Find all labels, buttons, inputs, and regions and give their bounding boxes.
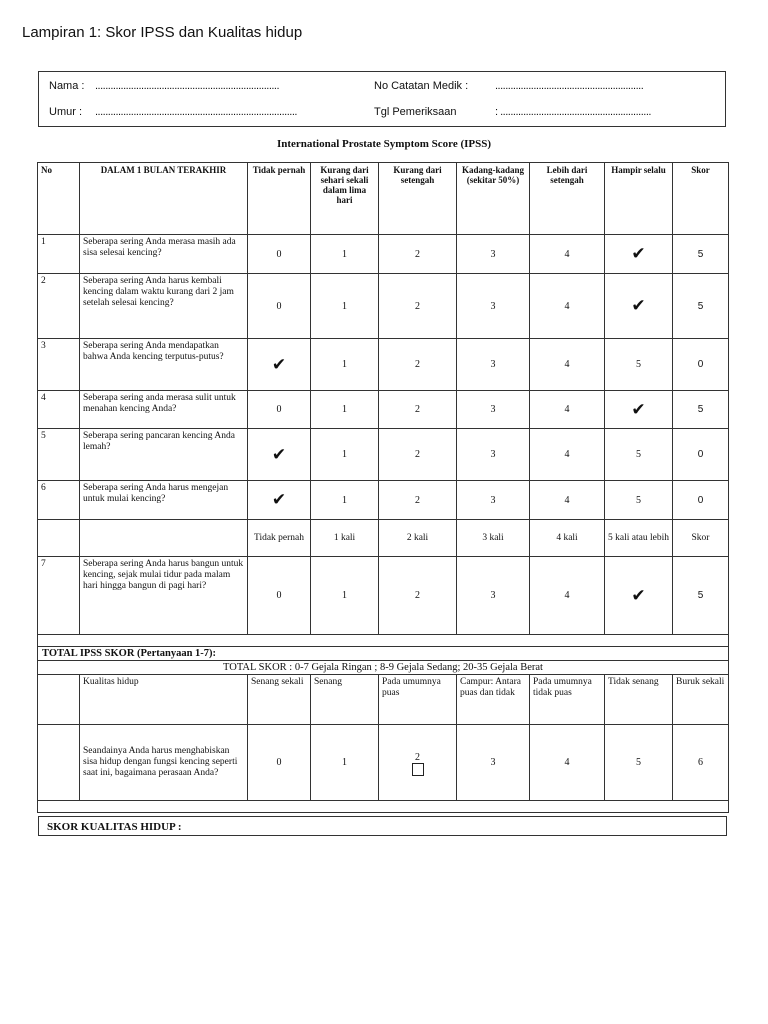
sub-header-empty — [80, 520, 248, 557]
tgl-label: Tgl Pemeriksaan — [374, 106, 457, 118]
patient-info-box — [38, 71, 726, 127]
nama-field[interactable]: ........................................................................ — [95, 80, 280, 92]
check-mark-icon: ✔ — [631, 296, 646, 315]
question-no: 7 — [38, 557, 80, 635]
col-4-header: Lebih dari setengah — [530, 163, 605, 235]
score-cell: 0 — [673, 339, 729, 391]
answer-option[interactable]: 3 — [457, 274, 530, 339]
score-cell: 5 — [673, 391, 729, 429]
question-no: 1 — [38, 235, 80, 274]
nama-label: Nama : — [49, 80, 85, 92]
col-skor-header: Skor — [673, 163, 729, 235]
sub-header-empty — [38, 520, 80, 557]
answer-option[interactable]: 1 — [311, 235, 379, 274]
page-heading: Lampiran 1: Skor IPSS dan Kualitas hidup — [22, 24, 303, 41]
rm-field[interactable]: .......................................................... — [495, 80, 644, 92]
answer-option[interactable]: 5 — [605, 481, 673, 520]
answer-option[interactable] — [248, 429, 311, 481]
check-mark-icon: ✔ — [271, 444, 287, 464]
tgl-field[interactable]: : ........................................................... — [495, 106, 651, 118]
answer-option[interactable]: 1 — [311, 391, 379, 429]
answer-option[interactable]: 5 — [605, 339, 673, 391]
col-0-header: Tidak pernah — [248, 163, 311, 235]
check-mark-icon: ✔ — [631, 399, 646, 419]
spacer-row — [38, 635, 729, 647]
col-2-header: Kurang dari setengah — [379, 163, 457, 235]
qol-question-row — [38, 725, 729, 801]
answer-option[interactable]: 2 — [379, 481, 457, 520]
question-no: 5 — [38, 429, 80, 481]
qol-spacer-row — [38, 801, 729, 813]
sub-col-skor-header: Skor — [673, 520, 729, 557]
question-row-2 — [38, 274, 729, 339]
question-no: 2 — [38, 274, 80, 339]
sub-col-0-header: Tidak pernah — [248, 520, 311, 557]
header-row — [38, 163, 729, 235]
col-no-header: No — [38, 163, 80, 235]
question-text: Seberapa sering Anda harus bangun untuk kencing, sejak mulai tidur pada malam hari hingga bangun di pagi hari? — [80, 557, 248, 635]
answer-option[interactable]: 4 — [530, 339, 605, 391]
answer-option[interactable]: 2 — [379, 235, 457, 274]
answer-option[interactable]: 2 — [379, 557, 457, 635]
qol-empty — [38, 675, 80, 725]
answer-option[interactable]: 2 — [379, 429, 457, 481]
empty-checkbox[interactable] — [412, 763, 424, 776]
score-cell: 5 — [673, 235, 729, 274]
score-cell: 5 — [673, 557, 729, 635]
answer-option[interactable]: 4 — [530, 481, 605, 520]
sub-header-row — [38, 520, 729, 557]
question-text: Seberapa sering pancaran kencing Anda lemah? — [80, 429, 248, 481]
answer-option[interactable]: 1 — [311, 481, 379, 520]
question-row-6 — [38, 481, 729, 520]
umur-label: Umur : — [49, 106, 82, 118]
answer-option[interactable]: 2 — [379, 391, 457, 429]
qol-option[interactable]: 4 — [530, 725, 605, 801]
answer-option[interactable]: 3 — [457, 391, 530, 429]
answer-option[interactable]: 1 — [311, 339, 379, 391]
qol-option-value: 2 — [415, 752, 420, 763]
question-row-1 — [38, 235, 729, 274]
answer-option[interactable]: 3 — [457, 481, 530, 520]
qol-col-5-header: Tidak senang — [605, 675, 673, 725]
col-1-header: Kurang dari sehari sekali dalam lima hari — [311, 163, 379, 235]
answer-option[interactable]: 3 — [457, 429, 530, 481]
umur-field[interactable]: ............................................................................... — [95, 106, 297, 118]
answer-option[interactable] — [248, 481, 311, 520]
qol-option[interactable]: 3 — [457, 725, 530, 801]
answer-option[interactable]: 3 — [457, 235, 530, 274]
check-mark-icon: ✔ — [631, 585, 646, 605]
rm-label: No Catatan Medik : — [374, 80, 469, 92]
answer-option[interactable]: 0 — [248, 557, 311, 635]
total-legend: TOTAL SKOR : 0-7 Gejala Ringan ; 8-9 Gejala Sedang; 20-35 Gejala Berat — [38, 661, 729, 675]
qol-label: Kualitas hidup — [80, 675, 248, 725]
answer-option[interactable]: 0 — [248, 274, 311, 339]
question-text: Seberapa sering anda merasa sulit untuk menahan kencing Anda? — [80, 391, 248, 429]
score-cell: 0 — [673, 429, 729, 481]
answer-option[interactable]: 5 — [605, 429, 673, 481]
sub-col-4-header: 4 kali — [530, 520, 605, 557]
col-3-header: Kadang-kadang (sekitar 50%) — [457, 163, 530, 235]
answer-option[interactable]: 0 — [248, 391, 311, 429]
answer-option[interactable]: 4 — [530, 429, 605, 481]
qol-header-row — [38, 675, 729, 725]
qol-question-text: Seandainya Anda harus menghabiskan sisa hidup dengan fungsi kencing seperti saat ini, bagaimana perasaan Anda? — [80, 725, 248, 801]
qol-total-box — [38, 816, 727, 836]
question-text: Seberapa sering Anda harus mengejan untuk mulai kencing? — [80, 481, 248, 520]
answer-option[interactable] — [605, 274, 673, 339]
answer-option[interactable]: 2 — [379, 274, 457, 339]
check-mark-icon: ✔ — [631, 244, 646, 263]
question-no: 6 — [38, 481, 80, 520]
qol-empty — [38, 725, 80, 801]
answer-option[interactable]: 4 — [530, 235, 605, 274]
question-row-3 — [38, 339, 729, 391]
score-cell: 5 — [673, 274, 729, 339]
answer-option[interactable]: 0 — [248, 235, 311, 274]
qol-option[interactable]: 5 — [605, 725, 673, 801]
qol-col-1-header: Senang — [311, 675, 379, 725]
qol-col-4-header: Pada umumnya tidak puas — [530, 675, 605, 725]
answer-option[interactable]: 4 — [530, 274, 605, 339]
qol-col-6-header: Buruk sekali — [673, 675, 729, 725]
question-no: 4 — [38, 391, 80, 429]
answer-option[interactable]: 1 — [311, 557, 379, 635]
answer-option[interactable] — [605, 235, 673, 274]
answer-option[interactable]: 1 — [311, 429, 379, 481]
ipss-table — [37, 162, 729, 813]
qol-option-with-box[interactable] — [379, 725, 457, 801]
question-text: Seberapa sering Anda mendapatkan bahwa Anda kencing terputus-putus? — [80, 339, 248, 391]
check-mark-icon: ✔ — [271, 354, 287, 374]
sub-col-2-header: 2 kali — [379, 520, 457, 557]
answer-option[interactable] — [605, 391, 673, 429]
col-question-header: DALAM 1 BULAN TERAKHIR — [80, 163, 248, 235]
qol-option[interactable]: 1 — [311, 725, 379, 801]
question-text: Seberapa sering Anda harus kembali kencing dalam waktu kurang dari 2 jam setelah selesai kencing? — [80, 274, 248, 339]
question-row-5 — [38, 429, 729, 481]
check-mark-icon: ✔ — [271, 490, 287, 509]
answer-option[interactable]: 4 — [530, 391, 605, 429]
qol-option[interactable]: 0 — [248, 725, 311, 801]
total-ipss-label: TOTAL IPSS SKOR (Pertanyaan 1-7): — [38, 647, 729, 661]
form-title: International Prostate Symptom Score (IPSS) — [276, 138, 492, 150]
legend-row — [38, 661, 729, 675]
qol-option[interactable]: 6 — [673, 725, 729, 801]
answer-option[interactable]: 1 — [311, 274, 379, 339]
score-cell: 0 — [673, 481, 729, 520]
col-5-header: Hampir selalu — [605, 163, 673, 235]
answer-option[interactable] — [605, 557, 673, 635]
info-row-age — [49, 106, 715, 126]
question-text: Seberapa sering Anda merasa masih ada sisa selesai kencing? — [80, 235, 248, 274]
spacer-cell — [38, 635, 729, 647]
total-row — [38, 647, 729, 661]
sub-col-5-header: 5 kali atau lebih — [605, 520, 673, 557]
answer-option[interactable]: 3 — [457, 339, 530, 391]
qol-col-0-header: Senang sekali — [248, 675, 311, 725]
sub-col-3-header: 3 kali — [457, 520, 530, 557]
question-row-4 — [38, 391, 729, 429]
answer-option[interactable] — [248, 339, 311, 391]
answer-option[interactable]: 4 — [530, 557, 605, 635]
answer-option[interactable]: 3 — [457, 557, 530, 635]
qol-col-3-header: Campur: Antara puas dan tidak — [457, 675, 530, 725]
answer-option[interactable]: 2 — [379, 339, 457, 391]
qol-col-2-header: Pada umumnya puas — [379, 675, 457, 725]
qol-total-label: SKOR KUALITAS HIDUP : — [47, 821, 182, 833]
question-no: 3 — [38, 339, 80, 391]
sub-col-1-header: 1 kali — [311, 520, 379, 557]
info-row-name — [49, 80, 715, 100]
qol-spacer-cell — [38, 801, 729, 813]
question-row-7 — [38, 557, 729, 635]
